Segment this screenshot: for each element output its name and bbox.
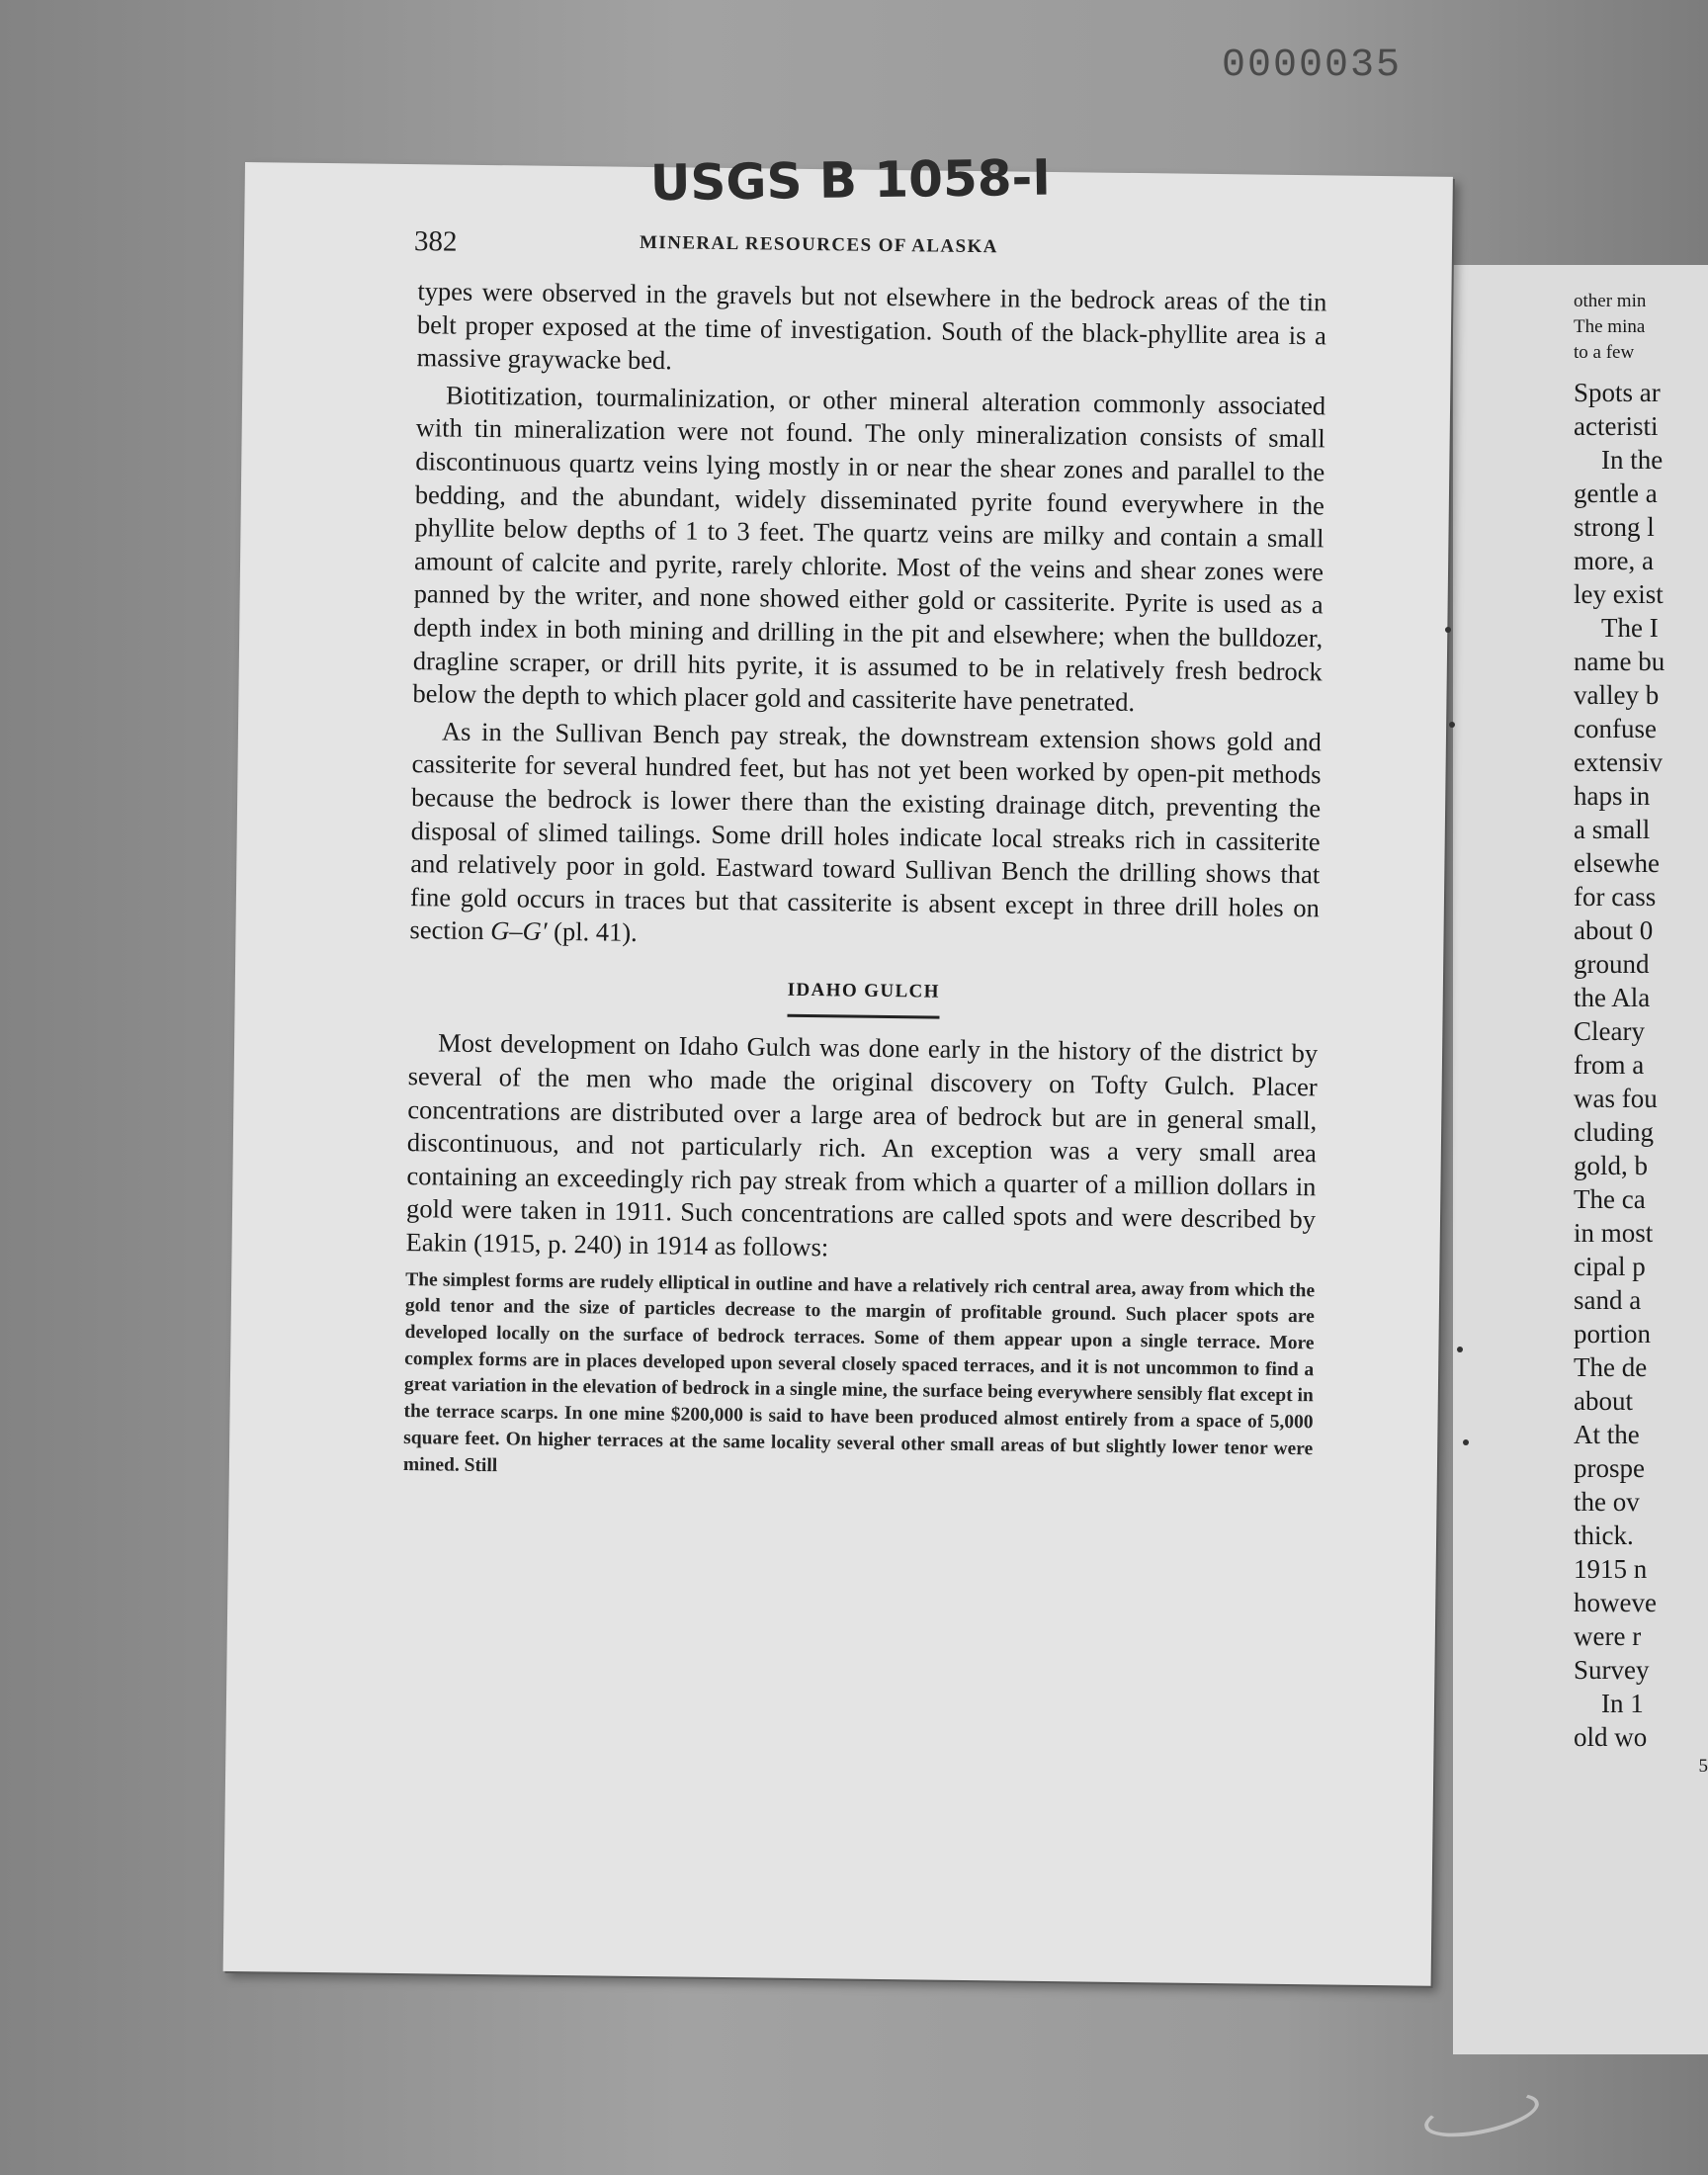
- speck: [1445, 627, 1451, 633]
- facing-page-line: about: [1574, 1386, 1633, 1416]
- facing-page-line: sand a: [1574, 1285, 1642, 1315]
- facing-page-line: The ca: [1574, 1184, 1646, 1214]
- block-quote: The simplest forms are rudely elliptical in outline and have a relatively rich central area, away from which the gold tenor and the size of particles decrease to the margin of profitable ground. Such placer spots are developed locally on the surface of bedrock terraces. Some of them appear upon a single terrace. More complex forms are in places developed upon several closely spaced terraces, and it is not uncommon to find a great variation in the elevation of bedrock in a single mine, the surface being everywhere sensibly flat except in the terrace scarps. In one mine $200,000 is said to have been produced almost entirely from a space of 5,000 square feet. On higher terraces at the same locality several other small areas of but slightly lower tenor were mined. Still: [402, 1268, 1316, 1476]
- facing-page-footer: 5: [1698, 1756, 1708, 1777]
- paragraph-3: [409, 715, 1322, 958]
- section-reference: G–G′: [490, 915, 548, 947]
- speck: [1449, 722, 1455, 728]
- paragraph-4: Most development on Idaho Gulch was done early in the history of the district by several of the men who made the original discovery on Tofty Gulch. Placer concentrations are distributed over a large area of bedrock but are in general small, discontinuous, and not particularly rich. An exception was a very small area containing an exceedingly rich pay streak from which a quarter of a million dollars in gold were taken in 1911. Such concentrations are called spots and were described by Eakin (1915, p. 240) in 1914 as follows:: [405, 1027, 1319, 1262]
- facing-page-line: The mina: [1574, 316, 1646, 337]
- facing-page-line: acteristi: [1574, 411, 1659, 441]
- scan-page-id: 0000035: [1222, 44, 1403, 88]
- facing-page-line: ley exist: [1574, 579, 1664, 609]
- facing-page-line: ground: [1574, 949, 1650, 979]
- running-head: MINERAL RESOURCES OF ALASKA: [639, 231, 998, 258]
- section-heading-text: IDAHO GULCH: [787, 974, 940, 1019]
- facing-page-line: name bu: [1574, 647, 1665, 676]
- facing-page-line: strong l: [1574, 512, 1655, 542]
- facing-page-line: cipal p: [1574, 1252, 1646, 1281]
- facing-page-line: 1915 n: [1574, 1554, 1648, 1584]
- facing-page-line: In the: [1601, 445, 1664, 475]
- facing-page-line: gentle a: [1574, 478, 1658, 508]
- facing-page-line: Cleary: [1574, 1016, 1645, 1046]
- facing-page-line: to a few: [1574, 342, 1635, 363]
- facing-page-line: howeve: [1574, 1588, 1657, 1617]
- facing-page-line: in most: [1574, 1218, 1654, 1248]
- facing-page-text: [1574, 289, 1708, 1780]
- facing-page-line: were r: [1574, 1621, 1642, 1651]
- facing-page-line: gold, b: [1574, 1151, 1649, 1180]
- section-heading: [408, 969, 1318, 1024]
- facing-page-line: other min: [1574, 291, 1647, 311]
- facing-page-line: The I: [1601, 613, 1659, 643]
- facing-page-line: portion: [1574, 1319, 1651, 1348]
- facing-page-line: In 1: [1601, 1689, 1644, 1718]
- facing-page-line: for cass: [1574, 882, 1657, 912]
- body-text: [403, 275, 1327, 1489]
- paragraph-2: Biotitization, tourmalinization, or other mineral alteration commonly associated with tin mineralization were not found. The only mineralization consists of small discontinuous quartz veins lying mostly in or near the shear zones and parallel to the bedding, and the abundant, widely disseminated pyrite found everywhere in the phyllite below depths of 1 to 3 feet. The quartz veins are milky and contain a small amount of calcite and pyrite, rarely chlorite. Most of the veins and shear zones were panned by the writer, and none showed either gold or cassiterite. Pyrite is used as a depth index in both mining and drilling in the pit and elsewhere; when the bulldozer, dragline scraper, or drill hits pyrite, it is assumed to be in relatively fresh bedrock below the depth to which placer gold and cassiterite have penetrated.: [412, 380, 1326, 718]
- facing-page-line: thick.: [1574, 1521, 1634, 1550]
- facing-page-line: old wo: [1574, 1722, 1648, 1752]
- paragraph-3-text: As in the Sullivan Bench pay streak, the downstream extension shows gold and cassiterite for several hundred feet, but has not yet been worked by open-pit methods because the bedrock is lower there than the existing drainage ditch, preventing the disposal of slimed tailings. Some drill holes indicate local streaks rich in cassiterite and relatively poor in gold. Eastward toward Sullivan Bench the drilling shows that fine gold occurs in traces but that cassiterite is absent except in three drill holes on section: [409, 716, 1323, 946]
- facing-page-line: Survey: [1574, 1655, 1650, 1685]
- facing-page-line: haps in: [1574, 781, 1651, 811]
- facing-page-line: At the: [1574, 1420, 1640, 1449]
- paragraph-1: types were observed in the gravels but not elsewhere in the bedrock areas of the tin belt proper exposed at the time of investigation. South of the black-phyllite area is a massive graywacke bed.: [416, 276, 1327, 376]
- facing-page-line: more, a: [1574, 546, 1654, 575]
- facing-page-line: Spots ar: [1574, 378, 1661, 407]
- facing-page-line: valley b: [1574, 680, 1660, 710]
- facing-page-line: cluding: [1574, 1117, 1654, 1147]
- facing-page-line: prospe: [1574, 1453, 1645, 1483]
- speck: [1457, 1347, 1463, 1352]
- facing-page-line: extensiv: [1574, 747, 1663, 777]
- facing-page-line: confuse: [1574, 714, 1657, 743]
- facing-page-line: about 0: [1574, 915, 1654, 945]
- facing-page-line: from a: [1574, 1050, 1645, 1080]
- facing-page-line: a small: [1574, 815, 1651, 844]
- handwritten-label: USGS B 1058-I: [649, 148, 1052, 213]
- page-number: 382: [413, 225, 458, 258]
- facing-page-line: the Ala: [1574, 983, 1651, 1012]
- facing-page-line: elsewhe: [1574, 848, 1660, 878]
- facing-page-line: was fou: [1574, 1084, 1658, 1113]
- facing-page-line: The de: [1574, 1352, 1648, 1382]
- plate-reference: (pl. 41).: [553, 916, 638, 948]
- document-page: [223, 148, 1453, 1986]
- speck: [1463, 1439, 1469, 1445]
- facing-page-line: the ov: [1574, 1487, 1640, 1517]
- facing-page: [1453, 265, 1708, 2054]
